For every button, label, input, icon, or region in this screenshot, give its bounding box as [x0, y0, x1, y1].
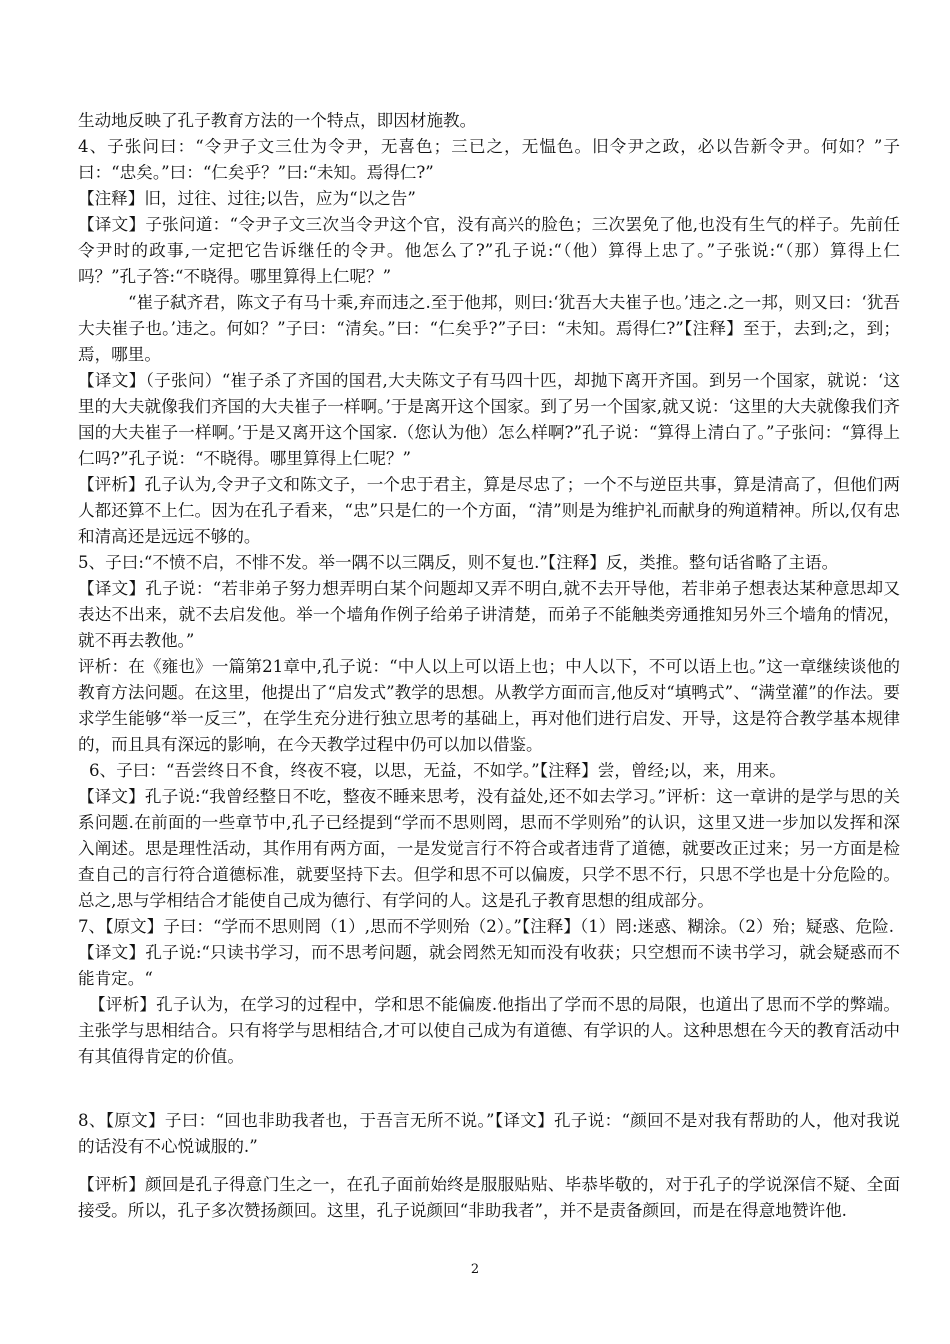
paragraph-cuizi-original: “崔子弑齐君，陈文子有马十乘,弃而违之.至于他邦，则曰:‘犹吾大夫崔子也。’违之.之一邦，则又曰：‘犹吾大夫崔子也。’违之。何如？”子曰：“清矣。”曰：“仁矣乎?”子曰：“未知。焉得仁?”【注释】至于，去到;之，到；焉，哪里。 — [78, 293, 900, 364]
paragraph-analysis-8: 【评析】颜回是孔子得意门生之一，在孔子面前始终是服服贴贴、毕恭毕敬的，对于孔子的学说深信不疑、全面接受。所以，孔子多次赞扬颜回。这里，孔子说颜回“非助我者”，并不是责备颜回，而是在得意地赞许他. — [78, 1175, 900, 1220]
paragraph-note-4: 【注释】旧，过往、过往;以告，应为“以之告” — [78, 189, 416, 208]
paragraph-item-5: 5、子曰:“不愤不启，不悱不发。举一隅不以三隅反，则不复也.”【注释】反，类推。整句话省略了主语。 — [78, 553, 839, 572]
paragraph-analysis-4: 【评析】孔子认为,令尹子文和陈文子，一个忠于君主，算是尽忠了；一个不与逆臣共事，算是清高了，但他们两人都还算不上仁。因为在孔子看来，“忠”只是仁的一个方面，“清”则是为维护礼而献身的殉道精神。所以,仅有忠和清高还是远远不够的。 — [78, 475, 900, 546]
paragraph-analysis-5: 评析：在《雍也》一篇第21章中,孔子说：“中人以上可以语上也；中人以下，不可以语上也。”这一章继续谈他的教育方法问题。在这里，他提出了“启发式”教学的思想。从教学方面而言,他反对“填鸭式”、“满堂灌”的作法。要求学生能够“举一反三”，在学生充分进行独立思考的基础上，再对他们进行启发、开导，这是符合教学基本规律的，而且具有深远的影响，在今天教学过程中仍可以加以借鉴。 — [78, 657, 900, 754]
page-number: 2 — [470, 1262, 480, 1277]
paragraph-translation-4: 【译文】子张问道：“令尹子文三次当令尹这个官，没有高兴的脸色；三次罢免了他,也没有生气的样子。先前任令尹时的政事,一定把它告诉继任的令尹。他怎么了?”孔子说:“（他）算得上忠了。”子张说:“（那）算得上仁吗？”孔子答:“不晓得。哪里算得上仁呢？” — [78, 215, 900, 286]
paragraph-item-8: 8、【原文】子曰：“回也非助我者也，于吾言无所不说。”【译文】孔子说：“颜回不是对我有帮助的人，他对我说的话没有不心悦诚服的.” — [78, 1111, 900, 1156]
document-body — [78, 108, 900, 1224]
paragraph-cuizi-translation: 【译文】（子张问）“崔子杀了齐国的国君,大夫陈文子有马四十匹，却抛下离开齐国。到另一个国家，就说：‘这里的大夫就像我们齐国的大夫崔子一样啊。’于是离开这个国家。到了另一个国家,就又说：‘这里的大夫就像我们齐国的大夫崔子一样啊。’于是又离开这个国家.（您认为他）怎么样啊?”孔子说：“算得上清白了。”子张问：“算得上仁吗?”孔子说：“不晓得。哪里算得上仁呢？” — [78, 371, 900, 468]
paragraph-translation-5: 【译文】孔子说：“若非弟子努力想弄明白某个问题却又弄不明白,就不去开导他，若非弟子想表达某种意思却又表达不出来，就不去启发他。举一个墙角作例子给弟子讲清楚，而弟子不能触类旁通推知另外三个墙角的情况，就不再去教他。” — [78, 579, 900, 650]
paragraph-item-7: 7、【原文】子曰：“学而不思则罔（1）,思而不学则殆（2）。”【注释】（1）罔:迷惑、糊涂。（2）殆；疑惑、危险. — [78, 917, 894, 936]
paragraph-intro: 生动地反映了孔子教育方法的一个特点，即因材施教。 — [78, 111, 477, 130]
paragraph-translation-6: 【译文】孔子说:“我曾经整日不吃，整夜不睡来思考，没有益处,还不如去学习。”评析：这一章讲的是学与思的关系问题.在前面的一些章节中,孔子已经提到“学而不思则罔，思而不学则殆”的认识，这里又进一步加以发挥和深入阐述。思是理性活动，其作用有两方面，一是发觉言行不符合或者违背了道德，就要改正过来；另一方面是检查自己的言行符合道德标准，就要坚持下去。但学和思不可以偏废，只学不思不行，只思不学也是十分危险的。总之,思与学相结合才能使自己成为德行、有学问的人。这是孔子教育思想的组成部分。 — [78, 787, 900, 910]
paragraph-translation-7: 【译文】孔子说:“只读书学习，而不思考问题，就会罔然无知而没有收获；只空想而不读书学习，就会疑惑而不能肯定。“ — [78, 943, 900, 988]
paragraph-item-4: 4、子张问曰：“令尹子文三仕为令尹，无喜色；三已之，无愠色。旧令尹之政，必以告新令尹。何如？”子曰：“忠矣。”曰：“仁矣乎？”曰:“未知。焉得仁?” — [78, 137, 900, 182]
paragraph-analysis-7: 【评析】孔子认为，在学习的过程中，学和思不能偏废.他指出了学而不思的局限，也道出了思而不学的弊端。主张学与思相结合。只有将学与思相结合,才可以使自己成为有道德、有学识的人。这种思想在今天的教育活动中有其值得肯定的价值。 — [78, 995, 900, 1066]
paragraph-item-6: 6、子曰：“吾尝终日不食，终夜不寝，以思，无益，不如学。”【注释】尝，曾经;以，来，用来。 — [89, 761, 786, 780]
